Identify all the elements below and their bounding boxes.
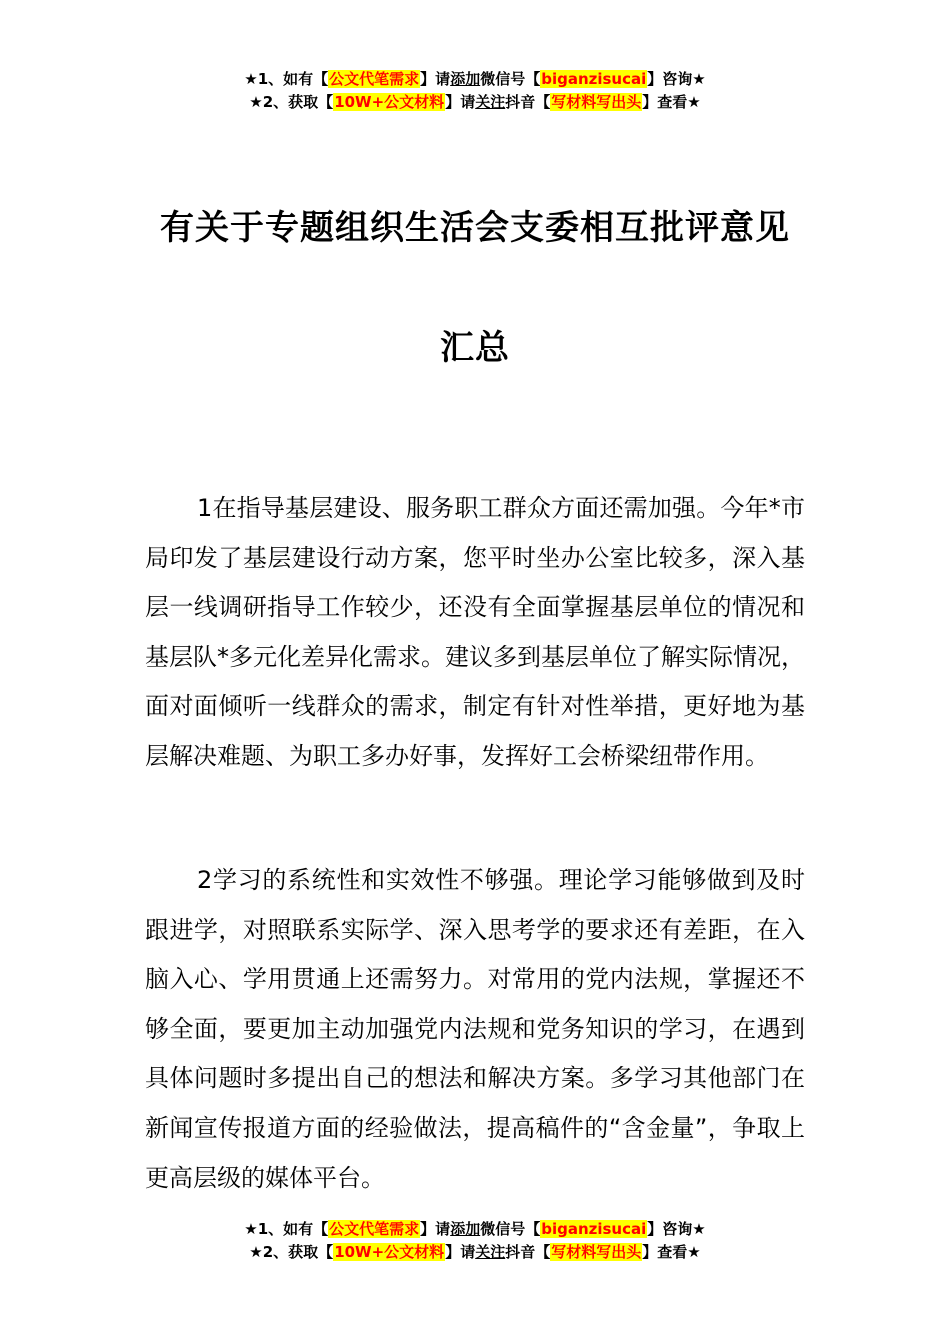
highlight-materials: 10W+公文材料	[334, 93, 445, 111]
banner-line-2: ★2、获取【10W+公文材料】请关注抖音【写材料写出头】查看★	[249, 93, 701, 111]
document-title-line-1: 有关于专题组织生活会支委相互批评意见	[160, 208, 790, 248]
highlight-materials: 10W+公文材料	[334, 1243, 445, 1261]
footer-banner	[0, 1218, 950, 1264]
highlight-douyin-account: 写材料写出头	[551, 1243, 642, 1261]
highlight-wechat-id: biganzisucai	[541, 1220, 647, 1238]
banner-line-1: ★1、如有【公文代笔需求】请添加微信号【biganzisucai】咨询★	[244, 70, 706, 88]
body-paragraph-1: 1在指导基层建设、服务职工群众方面还需加强。今年*市局印发了基层建设行动方案，您平时坐办公室比较多，深入基层一线调研指导工作较少，还没有全面掌握基层单位的情况和基层队*多元化差异化需求。建议多到基层单位了解实际情况，面对面倾听一线群众的需求，制定有针对性举措，更好地为基层解决难题、为职工多办好事，发挥好工会桥梁纽带作用。	[145, 494, 805, 770]
footer-banner-line-2: ★2、获取【10W+公文材料】请关注抖音【写材料写出头】查看★	[249, 1243, 701, 1261]
header-banner	[0, 68, 950, 114]
body-paragraph-2: 2学习的系统性和实效性不够强。理论学习能够做到及时跟进学，对照联系实际学、深入思考学的要求还有差距，在入脑入心、学用贯通上还需努力。对常用的党内法规，掌握还不够全面，要更加主动加强党内法规和党务知识的学习，在遇到具体问题时多提出自己的想法和解决方案。多学习其他部门在新闻宣传报道方面的经验做法，提高稿件的“含金量”，争取上更高层级的媒体平台。	[145, 866, 805, 1192]
highlight-douyin-account: 写材料写出头	[551, 93, 642, 111]
document-title-line-2: 汇总	[440, 328, 510, 368]
highlight-service: 公文代笔需求	[329, 70, 420, 88]
footer-banner-line-1: ★1、如有【公文代笔需求】请添加微信号【biganzisucai】咨询★	[244, 1220, 706, 1238]
highlight-wechat-id: biganzisucai	[541, 70, 647, 88]
highlight-service: 公文代笔需求	[329, 1220, 420, 1238]
